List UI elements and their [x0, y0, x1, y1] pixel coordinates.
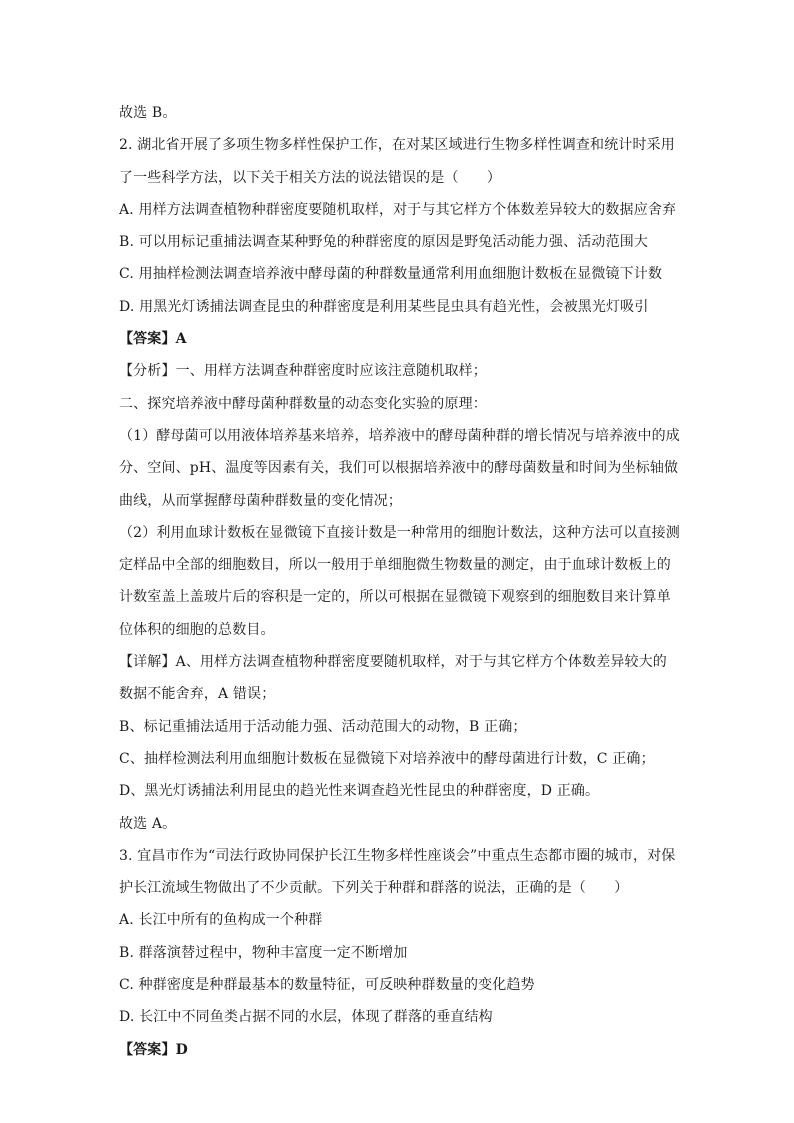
question-2-option-c: C. 用抽样检测法调查培养液中酵母菌的种群数量通常利用血细胞计数板在显微镜下计数: [119, 266, 663, 283]
question-3-option-c: C. 种群密度是种群最基本的数量特征，可反映种群数量的变化趋势: [119, 977, 535, 994]
question-3-option-a: A. 长江中所有的鱼构成一个种群: [119, 912, 323, 929]
analysis-line: 二、探究培养液中酵母菌种群数量的动态变化实验的原理：: [119, 395, 487, 412]
detail-line: C、抽样检测法利用血细胞计数板在显微镜下对培养液中的酵母菌进行计数，C 正确；: [119, 750, 655, 767]
question-2-option-d: D. 用黑光灯诱捕法调查昆虫的种群密度是利用某些昆虫具有趋光性，会被黑光灯吸引: [119, 298, 649, 315]
analysis-line: （2）利用血球计数板在显微镜下直接计数是一种常用的细胞计数法，这种方法可以直接测: [119, 524, 680, 541]
analysis-line: 位体积的细胞的总数目。: [119, 621, 275, 638]
text-line: 故选 A。: [119, 815, 177, 832]
text-line: 故选 B。: [119, 105, 177, 121]
question-3-answer: 【答案】D: [119, 1041, 188, 1058]
analysis-line: 【分析】一、用样方法调查种群密度时应该注意随机取样；: [119, 363, 487, 380]
question-2-stem-cont: 了一些科学方法，以下关于相关方法的说法错误的是（ ）: [119, 169, 502, 186]
question-3-stem: 3. 宜昌市作为“司法行政协同保护长江生物多样性座谈会”中重点生态都市圈的城市，对保: [119, 847, 676, 864]
question-2-option-a: A. 用样方法调查植物种群密度要随机取样，对于与其它样方个体数差异较大的数据应舍弃: [119, 201, 677, 218]
question-2-stem: 2. 湖北省开展了多项生物多样性保护工作，在对某区域进行生物多样性调查和统计时采用: [119, 137, 675, 154]
detail-line: D、黑光灯诱捕法利用昆虫的趋光性来调查趋光性昆虫的种群密度，D 正确。: [119, 783, 600, 800]
analysis-line: 定样品中全部的细胞数目，所以一般用于单细胞微生物数量的测定，由于血球计数板上的: [119, 557, 671, 574]
analysis-line: 计数室盖上盖玻片后的容积是一定的，所以可根据在显微镜下观察到的细胞数目来计算单: [119, 589, 671, 606]
question-3-stem-cont: 护长江流域生物做出了不少贡献。下列关于种群和群落的说法，正确的是（ ）: [119, 880, 629, 897]
question-2-answer: 【答案】A: [119, 331, 187, 348]
question-3-option-b: B. 群落演替过程中，物种丰富度一定不断增加: [119, 944, 408, 961]
detail-line: 数据不能舍弃，A 错误；: [119, 686, 276, 703]
detail-line: 【详解】A、用样方法调查植物种群密度要随机取样，对于与其它样方个体数差异较大的: [119, 654, 667, 671]
analysis-line: （1）酵母菌可以用液体培养基来培养，培养液中的酵母菌种群的增长情况与培养液中的成: [119, 427, 680, 444]
question-2-option-b: B. 可以用标记重捕法调查某种野兔的种群密度的原因是野兔活动能力强、活动范围大: [119, 234, 649, 251]
analysis-line: 曲线，从而掌握酵母菌种群数量的变化情况；: [119, 492, 402, 509]
question-3-option-d: D. 长江中不同鱼类占据不同的水层，体现了群落的垂直结构: [119, 1009, 493, 1026]
analysis-line: 分、空间、pH、温度等因素有关，我们可以根据培养液中的酵母菌数量和时间为坐标轴做: [119, 460, 679, 477]
detail-line: B、标记重捕法适用于活动能力强、活动范围大的动物，B 正确；: [119, 718, 527, 735]
